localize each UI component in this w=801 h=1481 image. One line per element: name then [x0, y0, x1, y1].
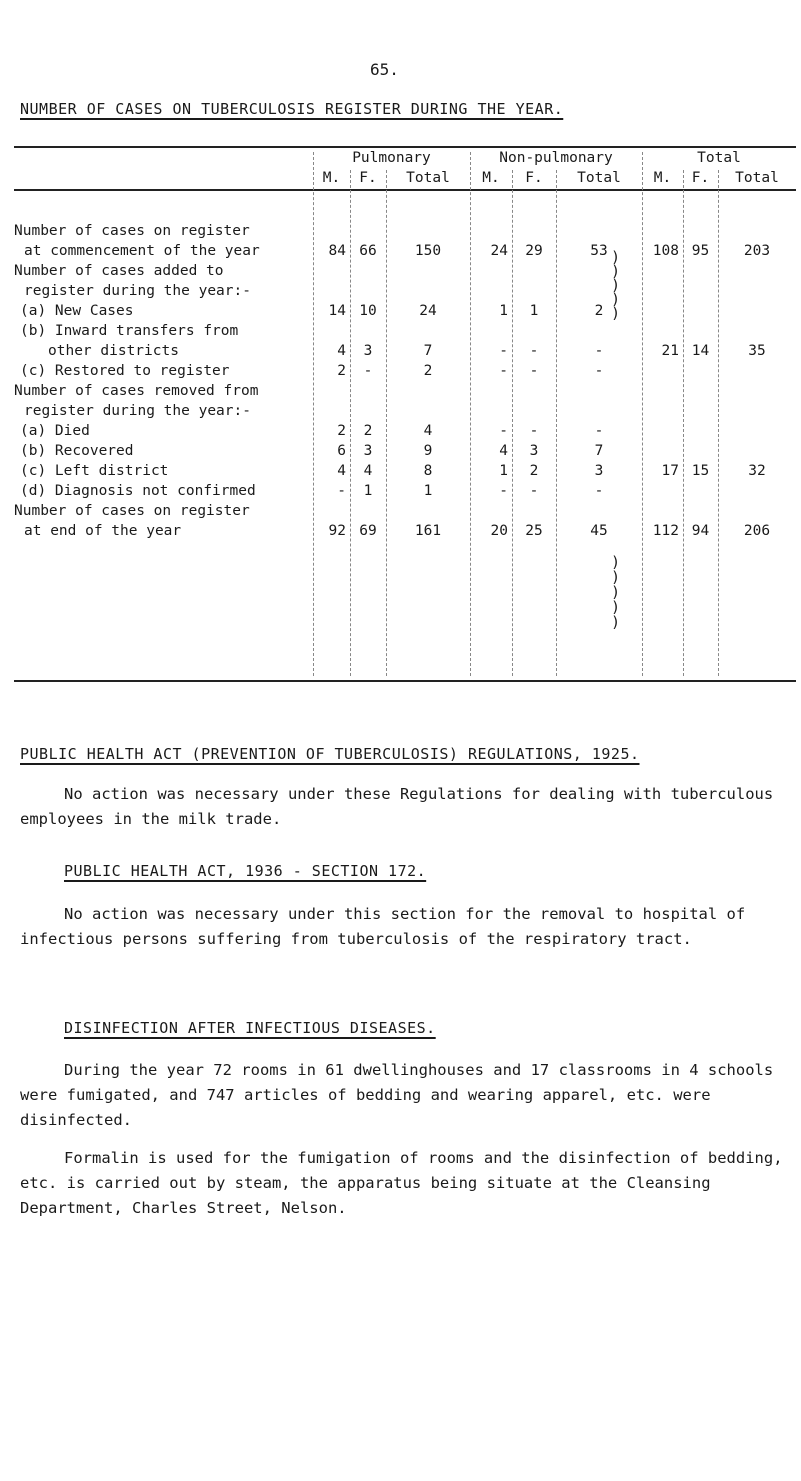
cell-total-total: [718, 261, 796, 281]
cell-nonpulmonary-total: -: [594, 423, 604, 439]
row-label: Number of cases on register: [14, 503, 250, 519]
disinfection-paragraph-1: During the year 72 rooms in 61 dwellinghouses and 17 classrooms in 4 schools were fumigated, and 747 articles of bedding and wearing apparel, etc. were disinfected.: [20, 1061, 774, 1129]
cell-pulmonary-female: 69: [359, 523, 377, 539]
table-row: [14, 361, 796, 381]
cell-nonpulmonary-male: [470, 401, 512, 421]
table-row: [14, 441, 796, 461]
row-label: (c) Left district: [20, 463, 169, 479]
cell-total-total: [718, 441, 796, 461]
cell-total-total: 203: [743, 243, 771, 259]
cell-total-female: [683, 441, 718, 461]
row-label: (b) Recovered: [20, 443, 134, 459]
cell-pulmonary-male: [313, 321, 350, 341]
cell-pulmonary-female: [350, 281, 386, 301]
row-label: at end of the year: [24, 523, 182, 539]
cell-pulmonary-female: 10: [359, 303, 377, 319]
cell-pulmonary-female: [350, 501, 386, 521]
cell-pulmonary-male: 92: [328, 523, 346, 539]
row-label: (a) New Cases: [20, 303, 134, 319]
bracket-char: ): [611, 583, 621, 601]
cell-nonpulmonary-total: -: [594, 343, 604, 359]
table-row: [14, 321, 796, 341]
cell-nonpulmonary-total: -: [594, 363, 604, 379]
cell-total-male: [642, 381, 683, 401]
cell-total-female: [683, 361, 718, 381]
cell-nonpulmonary-female: -: [529, 343, 539, 359]
header-gap: [14, 188, 796, 221]
cell-total-male: 21: [661, 343, 679, 359]
cell-total-female: 15: [691, 463, 710, 479]
subhead-total: Total: [735, 170, 779, 186]
table-row: [14, 221, 796, 241]
cell-pulmonary-total: 2: [423, 363, 433, 379]
row-label: (a) Died: [20, 423, 90, 439]
cell-nonpulmonary-male: [470, 501, 512, 521]
cell-total-male: [642, 281, 683, 301]
row-label: Number of cases removed from: [14, 383, 259, 399]
cell-nonpulmonary-male: 1: [499, 463, 508, 479]
cell-total-male: 112: [652, 523, 679, 539]
table-body: [14, 221, 796, 541]
cell-nonpulmonary-female: 2: [529, 463, 539, 479]
table-row: [14, 401, 796, 421]
cell-nonpulmonary-male: [470, 221, 512, 241]
table-bottom-rule: [14, 680, 796, 682]
cell-total-male: [642, 481, 683, 501]
cell-pulmonary-total: [386, 281, 470, 301]
cell-pulmonary-male: 84: [328, 243, 346, 259]
cell-total-total: [718, 361, 796, 381]
cell-total-female: [683, 481, 718, 501]
cell-pulmonary-female: 4: [363, 463, 373, 479]
cell-pulmonary-male: 6: [337, 443, 346, 459]
cell-pulmonary-female: 2: [363, 423, 373, 439]
section-text-regulations-1925: No action was necessary under these Regulations for dealing with tuberculous employees in the milk trade.: [20, 785, 774, 828]
cell-total-total: 206: [743, 523, 771, 539]
cell-pulmonary-total: 161: [414, 523, 442, 539]
cell-pulmonary-female: 66: [359, 243, 377, 259]
row-label: (c) Restored to register: [20, 363, 230, 379]
cell-pulmonary-female: [350, 261, 386, 281]
cell-pulmonary-male: [313, 221, 350, 241]
cell-total-female: [683, 321, 718, 341]
bracket-char: ): [611, 304, 621, 322]
cell-pulmonary-female: [350, 221, 386, 241]
cell-total-male: [642, 361, 683, 381]
row-label: other districts: [48, 343, 179, 359]
cell-nonpulmonary-total: 53: [590, 243, 608, 259]
cell-nonpulmonary-female: 29: [525, 243, 543, 259]
cell-nonpulmonary-female: [512, 261, 556, 281]
cell-nonpulmonary-male: -: [499, 363, 508, 379]
subhead-female: F.: [525, 170, 543, 186]
cell-total-male: [642, 261, 683, 281]
bracket-char: ): [611, 598, 621, 616]
bracket-char: ): [611, 248, 621, 266]
section-heading-section-172: PUBLIC HEALTH ACT, 1936 - SECTION 172.: [64, 862, 427, 880]
table-row: [14, 301, 796, 321]
cell-nonpulmonary-female: [512, 381, 556, 401]
cell-pulmonary-total: 24: [419, 303, 437, 319]
cell-pulmonary-male: 2: [337, 363, 346, 379]
cell-total-total: [718, 301, 796, 321]
bracket-char: ): [611, 262, 621, 280]
cell-pulmonary-total: 1: [423, 483, 433, 499]
cell-total-female: [683, 261, 718, 281]
cell-total-female: 94: [691, 523, 710, 539]
cell-nonpulmonary-male: -: [499, 483, 508, 499]
bracket-char: ): [611, 613, 621, 631]
header-spacer: [14, 168, 313, 188]
table-row: [14, 521, 796, 541]
cell-nonpulmonary-total: -: [594, 483, 604, 499]
cell-nonpulmonary-total: [556, 221, 642, 241]
cell-nonpulmonary-male: -: [499, 343, 508, 359]
subhead-female: F.: [691, 170, 710, 186]
cell-nonpulmonary-total: [556, 321, 642, 341]
bracket-char: ): [611, 568, 621, 586]
cell-pulmonary-total: [386, 261, 470, 281]
cell-pulmonary-total: [386, 501, 470, 521]
cell-pulmonary-total: 8: [423, 463, 433, 479]
cell-total-total: [718, 481, 796, 501]
bracket-char: ): [611, 276, 621, 294]
cell-nonpulmonary-male: 20: [490, 523, 508, 539]
cell-total-total: [718, 281, 796, 301]
cell-pulmonary-male: 4: [337, 463, 346, 479]
header-spacer: [14, 145, 313, 168]
cell-total-male: [642, 221, 683, 241]
cell-total-total: [718, 421, 796, 441]
table-row: [14, 461, 796, 481]
cell-total-total: [718, 381, 796, 401]
cell-nonpulmonary-total: [556, 381, 642, 401]
row-label: (d) Diagnosis not confirmed: [20, 483, 256, 499]
cell-nonpulmonary-female: 3: [529, 443, 539, 459]
cell-total-female: [683, 281, 718, 301]
table-row: [14, 501, 796, 521]
cell-nonpulmonary-total: [556, 261, 642, 281]
bracket-removed: [611, 555, 620, 630]
cell-pulmonary-female: -: [363, 363, 373, 379]
cell-total-total: [718, 401, 796, 421]
cell-nonpulmonary-male: 1: [499, 303, 508, 319]
table-row: [14, 381, 796, 401]
cell-pulmonary-male: [313, 401, 350, 421]
table-row: [14, 341, 796, 361]
bracket-char: ): [611, 553, 621, 571]
cell-pulmonary-total: 9: [423, 443, 433, 459]
disinfection-paragraph-2: Formalin is used for the fumigation of rooms and the disinfection of bedding, etc. is carried out by steam, the apparatus being situate at the Cleansing Department, Charles Street, Nelson.: [20, 1149, 783, 1217]
cell-total-female: [683, 221, 718, 241]
cell-total-total: [718, 501, 796, 521]
cell-total-female: [683, 501, 718, 521]
cell-pulmonary-female: [350, 401, 386, 421]
cell-total-male: 108: [652, 243, 679, 259]
cell-pulmonary-total: 4: [423, 423, 433, 439]
table-row: [14, 281, 796, 301]
cell-nonpulmonary-female: [512, 321, 556, 341]
cell-total-male: 17: [661, 463, 679, 479]
section-heading-disinfection: DISINFECTION AFTER INFECTIOUS DISEASES.: [64, 1019, 436, 1037]
subhead-male: M.: [482, 170, 500, 186]
cell-nonpulmonary-total: 3: [594, 463, 604, 479]
cell-nonpulmonary-female: [512, 281, 556, 301]
cell-nonpulmonary-female: [512, 221, 556, 241]
cell-total-female: [683, 301, 718, 321]
cell-pulmonary-total: [386, 321, 470, 341]
cell-nonpulmonary-total: [556, 501, 642, 521]
bracket-added: [611, 250, 620, 320]
cell-total-male: [642, 301, 683, 321]
subhead-total: Total: [406, 170, 450, 186]
cell-pulmonary-female: [350, 321, 386, 341]
cell-pulmonary-male: -: [337, 483, 346, 499]
cell-total-male: [642, 421, 683, 441]
cell-pulmonary-male: [313, 501, 350, 521]
cell-pulmonary-total: [386, 401, 470, 421]
page-number: 65.: [370, 60, 399, 79]
cell-nonpulmonary-female: [512, 401, 556, 421]
table-row: [14, 241, 796, 261]
cell-total-female: [683, 421, 718, 441]
cell-nonpulmonary-male: [470, 281, 512, 301]
cell-pulmonary-male: [313, 261, 350, 281]
table-title: NUMBER OF CASES ON TUBERCULOSIS REGISTER DURING THE YEAR.: [20, 100, 564, 118]
cell-nonpulmonary-female: 25: [525, 523, 543, 539]
cell-pulmonary-total: [386, 221, 470, 241]
cell-pulmonary-male: 4: [337, 343, 346, 359]
cell-nonpulmonary-total: [556, 401, 642, 421]
cell-total-female: 14: [691, 343, 710, 359]
cell-total-male: [642, 401, 683, 421]
row-label: register during the year:-: [24, 283, 251, 299]
table-row: [14, 421, 796, 441]
bracket-char: ): [611, 290, 621, 308]
cell-pulmonary-female: 1: [363, 483, 373, 499]
group-header-total: Total: [697, 150, 741, 166]
cell-nonpulmonary-male: -: [499, 423, 508, 439]
cell-pulmonary-total: 7: [423, 343, 433, 359]
tuberculosis-register-table: [14, 145, 796, 541]
cell-nonpulmonary-female: 1: [529, 303, 539, 319]
cell-nonpulmonary-male: [470, 261, 512, 281]
cell-total-male: [642, 501, 683, 521]
row-label: register during the year:-: [24, 403, 251, 419]
cell-total-male: [642, 321, 683, 341]
row-label: Number of cases on register: [14, 223, 250, 239]
cell-nonpulmonary-male: [470, 381, 512, 401]
cell-nonpulmonary-male: 4: [499, 443, 508, 459]
cell-nonpulmonary-female: -: [529, 363, 539, 379]
cell-pulmonary-total: [386, 381, 470, 401]
cell-nonpulmonary-total: 7: [594, 443, 604, 459]
section-text-section-172: No action was necessary under this section for the removal to hospital of infectious persons suffering from tuberculosis of the respiratory tract.: [20, 905, 746, 948]
cell-pulmonary-male: [313, 381, 350, 401]
subhead-female: F.: [359, 170, 377, 186]
cell-total-female: 95: [691, 243, 710, 259]
group-header-pulmonary: Pulmonary: [352, 150, 431, 166]
cell-pulmonary-male: 14: [328, 303, 346, 319]
cell-pulmonary-female: [350, 381, 386, 401]
cell-nonpulmonary-total: 45: [590, 523, 608, 539]
table-row: [14, 481, 796, 501]
cell-total-male: [642, 441, 683, 461]
cell-pulmonary-male: [313, 281, 350, 301]
section-heading-regulations-1925: PUBLIC HEALTH ACT (PREVENTION OF TUBERCULOSIS) REGULATIONS, 1925.: [20, 745, 640, 763]
cell-nonpulmonary-total: 2: [594, 303, 604, 319]
cell-nonpulmonary-female: [512, 501, 556, 521]
cell-total-total: 35: [748, 343, 766, 359]
subhead-total: Total: [577, 170, 621, 186]
cell-total-female: [683, 381, 718, 401]
cell-nonpulmonary-male: 24: [490, 243, 508, 259]
cell-nonpulmonary-total: [556, 281, 642, 301]
cell-nonpulmonary-female: -: [529, 423, 539, 439]
cell-total-female: [683, 401, 718, 421]
cell-pulmonary-male: 2: [337, 423, 346, 439]
cell-total-total: 32: [748, 463, 766, 479]
cell-pulmonary-female: 3: [363, 343, 373, 359]
subhead-male: M.: [653, 170, 672, 186]
subhead-male: M.: [322, 170, 341, 186]
group-header-non-pulmonary: Non-pulmonary: [499, 150, 613, 166]
cell-pulmonary-total: 150: [414, 243, 442, 259]
row-label: (b) Inward transfers from: [20, 323, 239, 339]
cell-nonpulmonary-male: [470, 321, 512, 341]
cell-total-total: [718, 221, 796, 241]
cell-pulmonary-female: 3: [363, 443, 373, 459]
row-label: Number of cases added to: [14, 263, 224, 279]
row-label: at commencement of the year: [24, 243, 260, 259]
cell-nonpulmonary-female: -: [529, 483, 539, 499]
cell-total-total: [718, 321, 796, 341]
table-row: [14, 261, 796, 281]
